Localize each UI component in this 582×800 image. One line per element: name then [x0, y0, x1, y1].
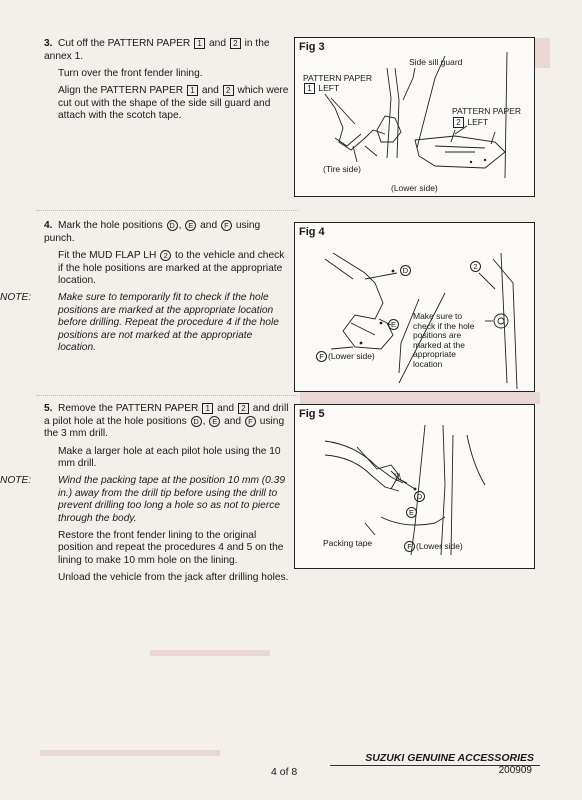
note-text: Wind the packing tape at the position 10 mm (0.39 in.) away from the drill tip before using the drill to prevent drilling too long a hole so as not to pierce through the body.: [58, 475, 285, 524]
step-text: in the annex 1.: [44, 38, 270, 62]
fig3-illustration: [295, 38, 534, 196]
pattern-paper-label: PATTERN PAPER: [452, 106, 521, 116]
step-text: Cut off the PATTERN PAPER: [58, 38, 191, 50]
step-text: drill a pilot hole at the hole positions: [44, 403, 289, 427]
brand-name: SUZUKI GENUINE ACCESSORIES: [365, 752, 534, 764]
hole-f-marker: F: [316, 351, 327, 362]
hole-d-marker: D: [414, 491, 425, 502]
note-label: NOTE:: [0, 475, 32, 487]
showthrough-band: [150, 650, 270, 656]
step-text: and: [224, 415, 242, 427]
pattern-paper-1-marker: 1: [187, 85, 198, 96]
step-paragraph: Unload the vehicle from the jack after drilling holes.: [58, 572, 289, 584]
pattern-paper-label: PATTERN PAPER: [303, 73, 372, 83]
tire-side-label: (Tire side): [323, 164, 361, 174]
fig4-illustration: [295, 223, 534, 391]
hole-d-marker: D: [191, 416, 202, 427]
pattern-paper-1-marker: 1: [194, 38, 205, 49]
packing-tape-label: Packing tape: [323, 538, 373, 548]
lower-side-text: (Lower side): [328, 351, 375, 361]
showthrough-band: [40, 750, 220, 756]
hole-e-marker: E: [209, 416, 220, 427]
note: [0, 475, 292, 525]
step-5: 5. Remove the PATTERN PAPER 1 and 2 and drill a pilot hole at the hole positions D , E and F using the 3 mm drill. Make a larger hole at each pilot hole using the 10 mm drill. NOTE: Wind the packing tape at the position 10 mm (0.39 in.) away from the drill tip before using the drill to prevent drilling too long a hole so as not to pierce through the body. Restore the front fender lining to the original position and repeat the procedures 4 and 5 on the lining to make 10 mm hole on the lining. Unload the vehicle from the jack after drilling holes.: [44, 403, 292, 590]
side-sill-label: Side sill guard: [409, 57, 463, 67]
hole-d-marker: D: [400, 265, 411, 276]
figure-4: [294, 222, 535, 392]
step-text: Mark the hole positions: [58, 220, 163, 232]
step-text: and: [208, 38, 226, 50]
figure-5: [294, 404, 535, 569]
step-text: to the vehicle and check if the hole positions are marked at the appropriate location.: [58, 250, 285, 286]
pattern-paper-2-marker: 2: [453, 117, 464, 128]
section-divider: [36, 395, 298, 396]
note: [0, 292, 292, 354]
page-number: 4 of 8: [271, 766, 298, 778]
mud-flap-marker: 2: [160, 250, 171, 261]
step-text: Remove the PATTERN PAPER: [58, 403, 199, 415]
fig5-illustration: [295, 405, 534, 568]
hole-e-marker: E: [185, 220, 196, 231]
step-paragraph: Turn over the front fender lining.: [58, 68, 203, 79]
lower-side-text: (Lower side): [416, 541, 463, 551]
left-text: LEFT: [318, 83, 340, 93]
pattern-paper-2-marker: 2: [223, 85, 234, 96]
lower-side-label: (Lower side): [391, 183, 438, 193]
section-divider: [36, 210, 298, 211]
figure-title: Fig 3: [299, 41, 325, 53]
step-text: and: [200, 220, 218, 232]
step-4: 4. Mark the hole positions D , E and F using punch. Fit the MUD FLAP LH 2 to the vehicle and check if the hole positions are marked at the appropriate location. NOTE: Make sure to temporarily fit to check if the hole positions are marked at the appropriate location before drilling. Repeat the procedure 4 if the hole positions are not marked at the appropriate location.: [44, 220, 292, 359]
note-text: Make sure to temporarily fit to check if the hole positions are marked at the appropriate location before drilling. Repeat the procedure 4 if the hole positions are not marked at the appropriate location.: [58, 292, 279, 354]
step-text: and: [252, 403, 270, 415]
figure-title: Fig 4: [299, 226, 325, 238]
step-number: 4.: [44, 220, 53, 232]
hole-d-marker: D: [167, 220, 178, 231]
left-text: LEFT: [467, 117, 489, 127]
step-3: [44, 38, 292, 128]
note-label: NOTE:: [0, 292, 32, 304]
pattern-paper-1-marker: 1: [304, 83, 315, 94]
hole-e-marker: E: [406, 507, 417, 518]
hole-f-marker: F: [221, 220, 232, 231]
step-text: and: [201, 85, 219, 97]
mud-flap-marker: 2: [470, 261, 481, 272]
step-number: 5.: [44, 403, 53, 415]
step-paragraph: Restore the front fender lining to the original position and repeat the procedures 4 and 5 on the lining to make 10 mm hole on the lining.: [58, 530, 284, 566]
step-number: 3.: [44, 38, 53, 50]
step-text: using punch.: [44, 220, 261, 244]
pattern-paper-2-marker: 2: [238, 403, 249, 414]
step-text: using the 3 mm drill.: [44, 415, 285, 440]
hole-f-marker: F: [404, 541, 415, 552]
step-text: Align the PATTERN PAPER: [58, 85, 184, 97]
pattern-paper-2-marker: 2: [230, 38, 241, 49]
figure-title: Fig 5: [299, 408, 325, 420]
figure-3: [294, 37, 535, 197]
step-paragraph: [44, 250, 292, 287]
hole-e-marker: E: [388, 319, 399, 330]
step-text: Fit the MUD FLAP LH: [58, 250, 157, 262]
document-code: 200909: [498, 765, 532, 776]
callout-text: Make sure to check if the hole positions are marked at the appropriate location: [413, 311, 475, 369]
showthrough-band: [300, 392, 540, 404]
step-text: which were cut out with the shape of the side sill guard and attach with the scotch tape.: [58, 85, 289, 122]
step-text: and: [217, 403, 235, 415]
step-paragraph: Make a larger hole at each pilot hole using the 10 mm drill.: [58, 445, 281, 469]
pattern-paper-1-marker: 1: [202, 403, 213, 414]
hole-f-marker: F: [245, 416, 256, 427]
step-paragraph: [44, 85, 292, 122]
